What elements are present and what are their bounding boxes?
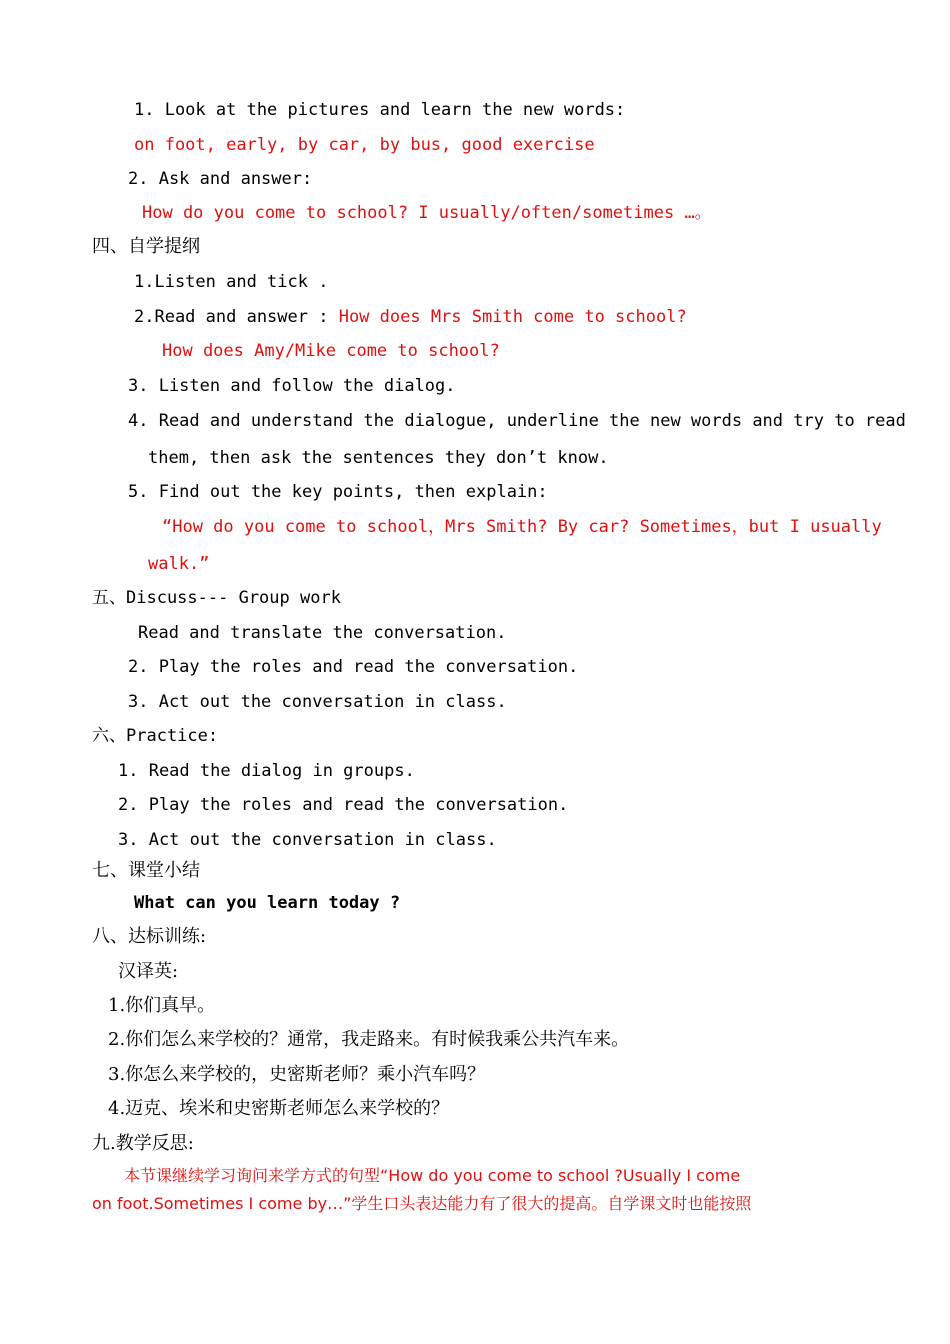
new-words-list: on foot, early, by car, by bus, good exercise [134, 135, 595, 155]
key-sentence: “How do you come to school，Mrs Smith? By car? Sometimes，but I usually [162, 517, 882, 537]
section-heading-7: 七、课堂小结 [92, 860, 200, 881]
discuss-item-3: 3. Act out the conversation in class. [128, 692, 507, 712]
step-read-answer-label: 2.Read and answer : [134, 307, 339, 327]
question-amy-mike: How does Amy/Mike come to school? [162, 341, 500, 361]
reflection-text-2: on foot.Sometimes I come by…”学生口头表达能力有了很大的提高。自学课文时也能按照 [92, 1194, 752, 1213]
section-heading-5: 五、Discuss--- Group work [92, 588, 341, 608]
step-read-understand: 4. Read and understand the dialogue, underline the new words and try to read [128, 411, 906, 431]
translation-item-2: 2.你们怎么来学校的？通常，我走路来。有时候我乘公共汽车来。 [108, 1029, 630, 1050]
translation-instruction: 汉译英: [118, 961, 179, 982]
section-heading-8: 八、达标训练: [92, 926, 207, 947]
step-key-points: 5. Find out the key points, then explain: [128, 482, 548, 502]
instruction-ask-answer: 2. Ask and answer: [128, 169, 313, 189]
practice-item-2: 2. Play the roles and read the conversation. [118, 795, 569, 815]
translation-item-4: 4.迈克、埃米和史密斯老师怎么来学校的？ [108, 1098, 450, 1119]
instruction-look-pictures: 1. Look at the pictures and learn the new words: [134, 100, 626, 120]
step-listen-follow: 3. Listen and follow the dialog. [128, 376, 456, 396]
section-heading-9: 九.教学反思: [92, 1133, 194, 1154]
translation-item-1: 1.你们真早。 [108, 995, 216, 1016]
section-heading-6: 六、Practice: [92, 726, 219, 746]
practice-item-1: 1. Read the dialog in groups. [118, 761, 415, 781]
step-read-understand-cont: them, then ask the sentences they don’t know. [148, 448, 609, 468]
discuss-item-1: Read and translate the conversation. [138, 623, 507, 643]
step-read-answer [134, 306, 687, 328]
discuss-item-2: 2. Play the roles and read the conversation. [128, 657, 579, 677]
key-sentence-cont: walk.” [148, 554, 210, 574]
question-mrs-smith: How does Mrs Smith come to school? [338, 307, 687, 327]
translation-item-3: 3.你怎么来学校的，史密斯老师？乘小汽车吗？ [108, 1064, 486, 1085]
reflection-text-1: 本节课继续学习询问来学方式的句型“How do you come to school ?Usually I come [124, 1166, 741, 1185]
summary-question: What can you learn today ? [134, 893, 401, 913]
sentence-pattern: How do you come to school? I usually/often/sometimes …。 [142, 203, 712, 223]
step-listen-tick: 1.Listen and tick . [134, 272, 329, 292]
section-heading-4: 四、自学提纲 [92, 236, 200, 257]
practice-item-3: 3. Act out the conversation in class. [118, 830, 497, 850]
